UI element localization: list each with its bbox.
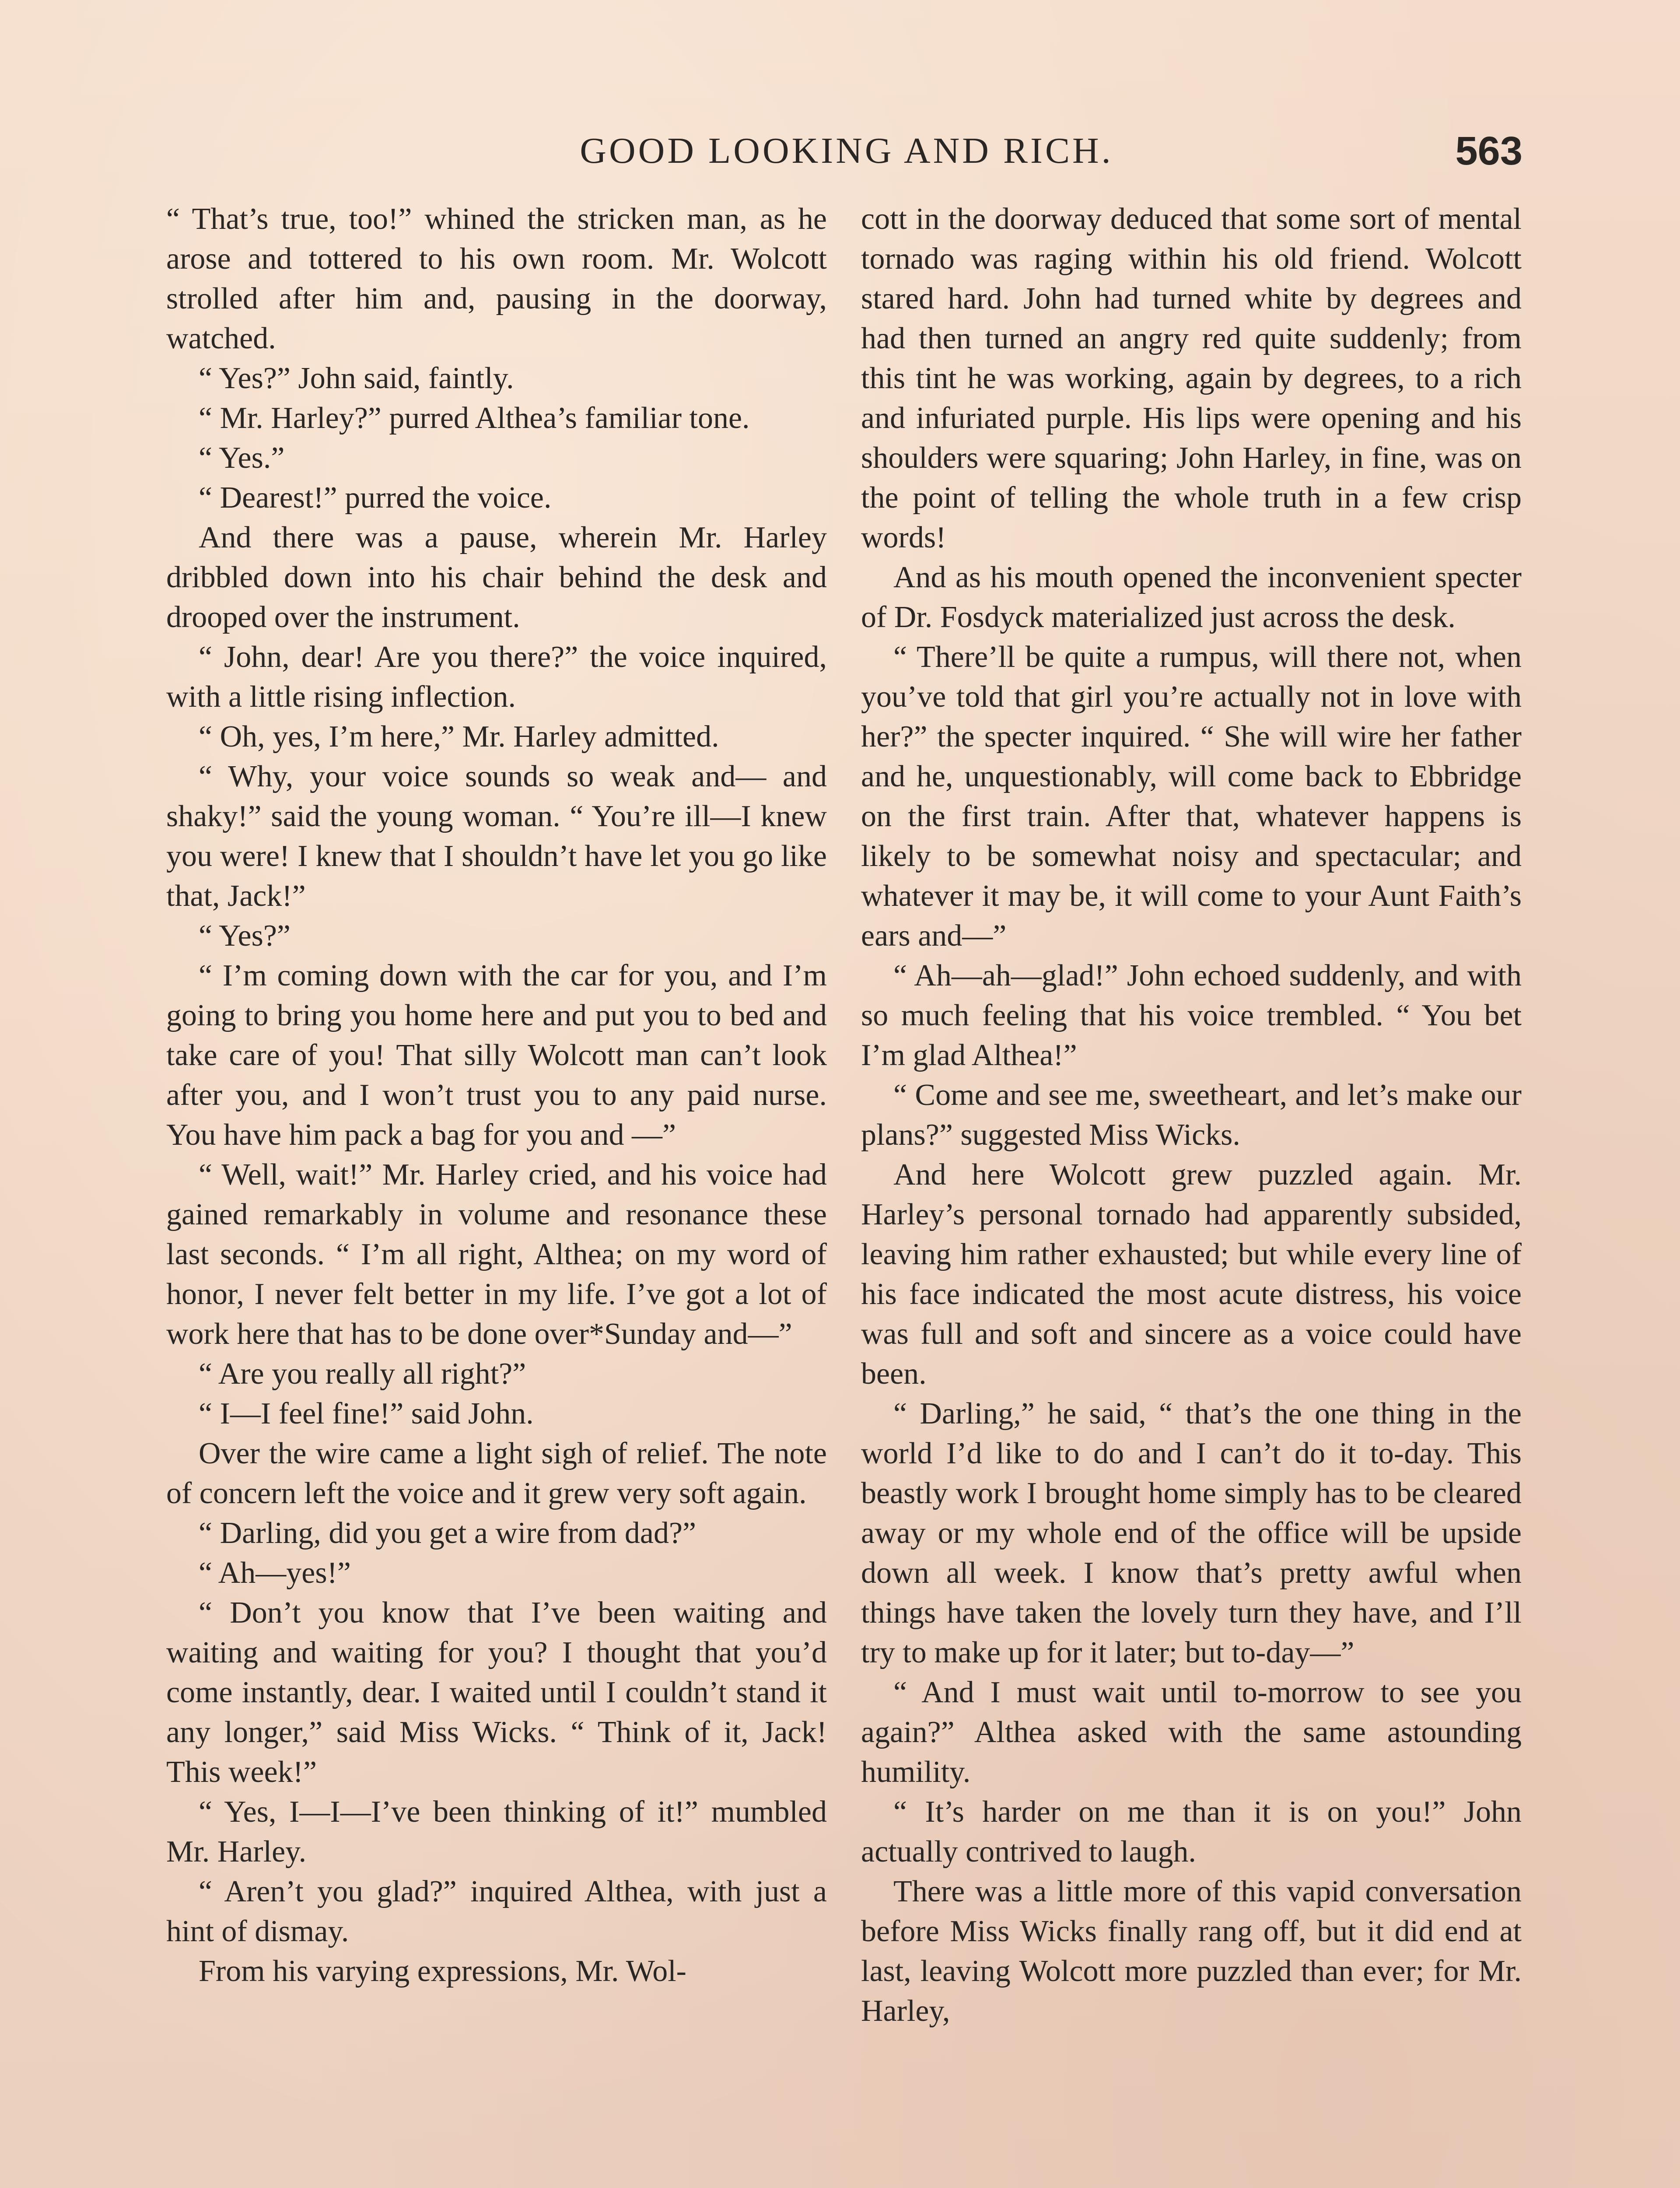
paragraph: “ Yes?” John said, faintly. — [199, 361, 514, 395]
paragraph: “ Don’t you know that I’ve been waiting and waiting and waiting for you? I thought that you’d come instantly, dear. I waited until I couldn’t stand it any longer,” said Miss Wicks. “ Think of it, Jack! This week!” — [166, 1596, 827, 1789]
paragraph: “ Well, wait!” Mr. Harley cried, and his voice had gained remarkably in volume and resonance these last seconds. “ I’m all right, Althea; on my word of honor, I never felt better in my life. I’ve got a lot of work here that has to be done over*Sunday and—” — [166, 1158, 827, 1351]
paragraph: “ Yes?” — [199, 919, 290, 953]
paragraph: “ I’m coming down with the car for you, and I’m going to bring you home here and put you to bed and take care of you! That silly Wolcott man can’t look after you, and I won’t trust you to any paid nurse. You have him pack a bag for you and —” — [166, 959, 827, 1152]
paragraph: “ That’s true, too!” whined the stricken man, as he arose and tottered to his own room. Mr. Wolcott strolled after him and, pausing in the doorway, watched. — [166, 202, 827, 355]
paragraph: “ Aren’t you glad?” inquired Althea, with just a hint of dismay. — [166, 1875, 827, 1948]
paragraph: cott in the doorway deduced that some sort of mental tornado was raging within his old friend. Wolcott stared hard. John had turned white by degrees and had then turned an angry red quite suddenly; from this tint he was working, again by degrees, to a rich and infuriated purple. His lips were opening and his shoulders were squaring; John Harley, in fine, was on the point of telling the whole truth in a few crisp words! — [861, 202, 1522, 554]
paragraph: “ And I must wait until to-morrow to see you again?” Althea asked with the same astounding humility. — [861, 1676, 1522, 1789]
paragraph: “ It’s harder on me than it is on you!” John actually contrived to laugh. — [861, 1795, 1522, 1869]
paragraph: “ Darling, did you get a wire from dad?” — [199, 1516, 696, 1550]
paragraph: Over the wire came a light sigh of relief. The note of concern left the voice and it grew very soft again. — [166, 1437, 827, 1510]
running-title: GOOD LOOKING AND RICH. — [580, 130, 1113, 171]
paragraph: And there was a pause, wherein Mr. Harley dribbled down into his chair behind the desk and drooped over the instrument. — [166, 521, 827, 634]
right-column — [861, 199, 1522, 2031]
paragraph: “ John, dear! Are you there?” the voice inquired, with a little rising inflection. — [166, 640, 827, 714]
paragraph: There was a little more of this vapid conversation before Miss Wicks finally rang off, but it did end at last, leaving Wolcott more puzzled than ever; for Mr. Harley, — [861, 1875, 1522, 2028]
paragraph: From his varying expressions, Mr. Wol- — [199, 1954, 686, 1988]
paragraph: “ Mr. Harley?” purred Althea’s familiar tone. — [199, 401, 750, 435]
paragraph: “ Yes.” — [199, 441, 285, 475]
paragraph: And here Wolcott grew puzzled again. Mr. Harley’s personal tornado had apparently subsided, leaving him rather exhausted; but while every line of his face indicated the most acute distress, his voice was full and soft and sincere as a voice could have been. — [861, 1158, 1522, 1391]
page-number: 563 — [1455, 129, 1522, 173]
paragraph: “ There’ll be quite a rumpus, will there not, when you’ve told that girl you’re actually not in love with her?” the specter inquired. “ She will wire her father and he, unquestionably, will come back to Ebbridge on the first train. After that, whatever happens is likely to be somewhat noisy and spectacular; and whatever it may be, it will come to your Aunt Faith’s ears and—” — [861, 640, 1522, 953]
paragraph: “ I—I feel fine!” said John. — [199, 1397, 534, 1431]
paragraph: “ Ah—ah—glad!” John echoed suddenly, and with so much feeling that his voice trembled. “ You bet I’m glad Althea!” — [861, 959, 1522, 1072]
paragraph: “ Ah—yes!” — [199, 1556, 351, 1590]
paragraph: “ Are you really all right?” — [199, 1357, 526, 1391]
page-header — [171, 127, 1522, 175]
paragraph: “ Darling,” he said, “ that’s the one thing in the world I’d like to do and I can’t do it to-day. This beastly work I brought home simply has to be cleared away or my whole end of the office will be upside down all week. I know that’s pretty awful when things have taken the lovely turn they have, and I’ll try to make up for it later; but to-day—” — [861, 1397, 1522, 1669]
paragraph: And as his mouth opened the inconvenient specter of Dr. Fosdyck materialized just across the desk. — [861, 561, 1522, 634]
paragraph: “ Why, your voice sounds so weak and— and shaky!” said the young woman. “ You’re ill—I knew you were! I knew that I shouldn’t have let you go like that, Jack!” — [166, 760, 827, 913]
paragraph: “ Come and see me, sweetheart, and let’s make our plans?” suggested Miss Wicks. — [861, 1078, 1522, 1152]
left-column — [166, 199, 827, 1991]
paragraph: “ Oh, yes, I’m here,” Mr. Harley admitted. — [199, 720, 719, 754]
paragraph: “ Dearest!” purred the voice. — [199, 481, 552, 515]
paragraph: “ Yes, I—I—I’ve been thinking of it!” mumbled Mr. Harley. — [166, 1795, 827, 1869]
